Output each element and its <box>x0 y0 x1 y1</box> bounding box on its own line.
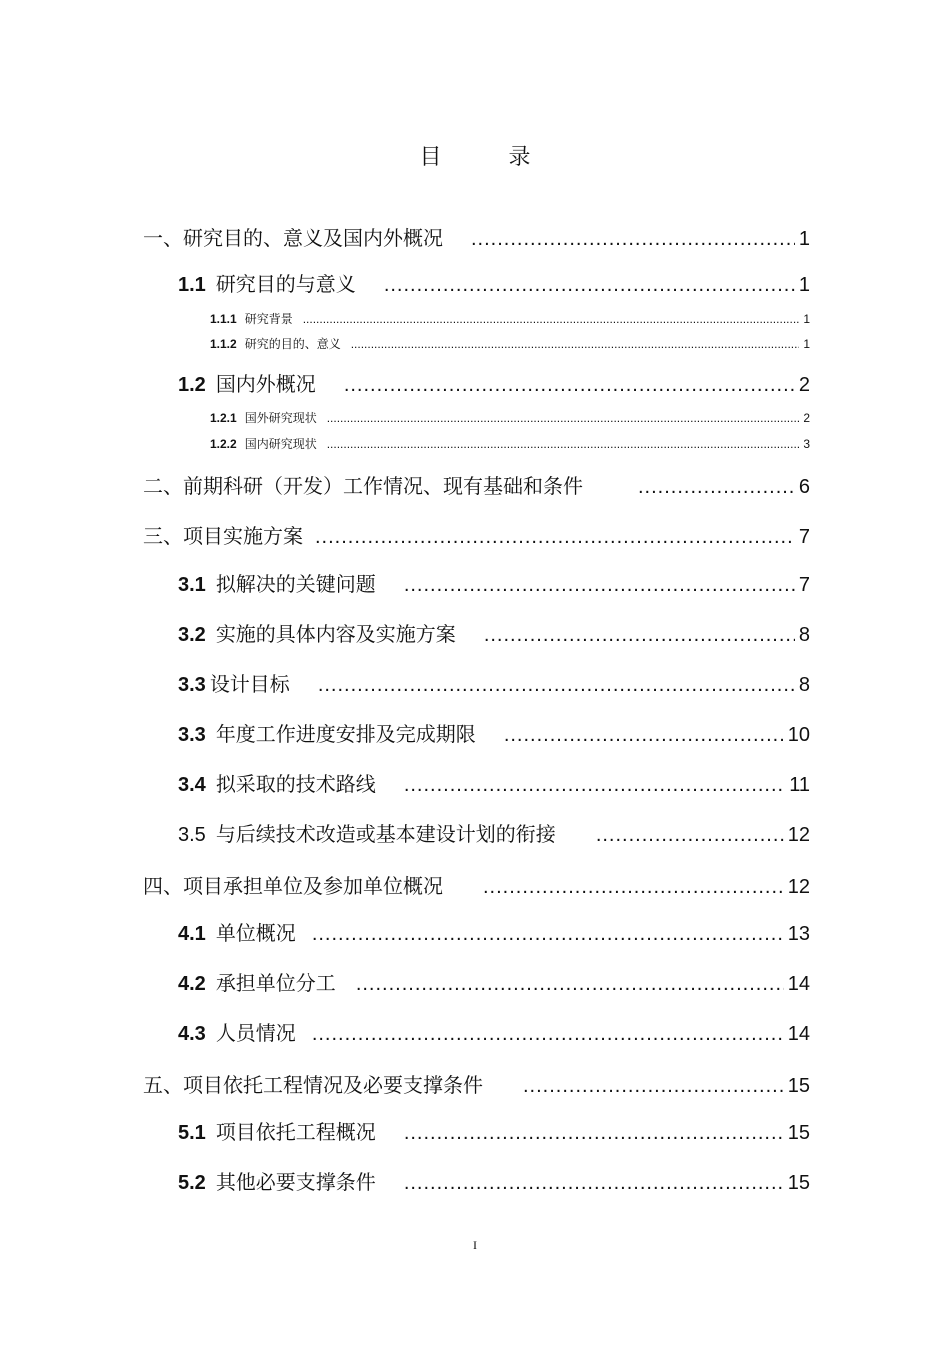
toc-entry-text: 国内研究现状 <box>244 437 317 451</box>
toc-entry-number: 1.1.1 <box>210 312 237 326</box>
toc-entry-text: 项目依托工程概况 <box>215 1120 376 1144</box>
toc-entry-text: 一、研究目的、意义及国内外概况 <box>143 226 443 250</box>
toc-entry-number: 4.3 <box>178 1023 206 1045</box>
toc-entry-number: 3.3 <box>178 674 206 696</box>
toc-entry-number: 1.2 <box>178 374 206 396</box>
toc-entry-number: 5.2 <box>178 1172 206 1194</box>
toc-entry-page: 15 <box>787 1075 810 1097</box>
toc-entry-text: 国内外概况 <box>215 372 316 396</box>
toc-entry-page: 7 <box>798 526 810 548</box>
toc-leader-dots <box>344 374 795 397</box>
toc-entry-text: 拟采取的技术路线 <box>215 772 376 796</box>
toc-leader-dots <box>312 1023 784 1046</box>
toc-entry[interactable] <box>210 409 810 426</box>
toc-entry[interactable] <box>178 568 810 597</box>
toc-leader-dots <box>318 674 795 697</box>
toc-entry-number: 3.4 <box>178 774 206 796</box>
toc-leader-dots <box>384 274 795 297</box>
toc-entry[interactable] <box>178 1017 810 1046</box>
toc-entry-text: 设计目标 <box>209 672 290 696</box>
toc-entry-number: 3.5 <box>178 824 206 846</box>
toc-entry-page: 11 <box>789 774 810 796</box>
toc-leader-dots <box>356 973 784 996</box>
toc-entry-page: 2 <box>803 411 810 425</box>
toc-entry-page: 15 <box>787 1172 810 1194</box>
toc-entry[interactable] <box>178 818 810 847</box>
toc-entry-text: 国外研究现状 <box>244 411 317 425</box>
toc-leader-dots <box>312 923 784 946</box>
toc-leader-dots <box>327 411 800 425</box>
toc-entry-page: 1 <box>803 312 810 326</box>
toc-entry[interactable] <box>143 222 810 251</box>
toc-entry-number: 3.2 <box>178 624 206 646</box>
toc-entry[interactable] <box>210 435 810 452</box>
toc-entry-page: 15 <box>787 1122 810 1144</box>
toc-entry-text: 与后续技术改造或基本建设计划的衔接 <box>215 822 556 846</box>
toc-leader-dots <box>484 624 795 647</box>
toc-leader-dots <box>404 1122 784 1145</box>
toc-entry[interactable] <box>178 268 810 297</box>
toc-entry-page: 1 <box>798 274 810 296</box>
toc-entry-text: 研究目的与意义 <box>215 272 356 296</box>
toc-entry-text: 四、项目承担单位及参加单位概况 <box>143 874 443 898</box>
toc-leader-dots <box>471 228 795 251</box>
toc-entry-page: 2 <box>798 374 810 396</box>
toc-entry[interactable] <box>143 470 810 499</box>
toc-entry-number: 1.1 <box>178 274 206 296</box>
toc-entry[interactable] <box>178 718 810 747</box>
toc-entry[interactable] <box>178 618 810 647</box>
toc-leader-dots <box>504 724 784 747</box>
toc-entry-text: 人员情况 <box>215 1021 296 1045</box>
toc-leader-dots <box>404 574 795 597</box>
page-number: I <box>473 1238 477 1252</box>
toc-title: 目 录 <box>419 145 561 170</box>
toc-leader-dots <box>351 337 800 351</box>
toc-entry-text: 二、前期科研（开发）工作情况、现有基础和条件 <box>143 474 583 498</box>
toc-entry-number: 4.1 <box>178 923 206 945</box>
toc-entry-text: 实施的具体内容及实施方案 <box>215 622 456 646</box>
toc-entry[interactable] <box>178 768 810 797</box>
toc-entry[interactable] <box>178 368 810 397</box>
toc-leader-dots <box>327 437 800 451</box>
toc-entry[interactable] <box>210 335 810 352</box>
toc-entry[interactable] <box>178 1166 810 1195</box>
toc-entry-number: 3.1 <box>178 574 206 596</box>
toc-entry[interactable] <box>178 917 810 946</box>
toc-entry-page: 1 <box>798 228 810 250</box>
toc-entry-text: 承担单位分工 <box>215 971 336 995</box>
toc-entry[interactable] <box>178 967 810 996</box>
toc-entry-text: 三、项目实施方案 <box>143 524 303 548</box>
toc-entry-page: 7 <box>798 574 810 596</box>
toc-leader-dots <box>315 526 795 549</box>
toc-entry[interactable] <box>178 668 810 697</box>
toc-entry-page: 6 <box>798 476 810 498</box>
toc-leader-dots <box>404 774 785 797</box>
toc-entry-page: 10 <box>787 724 810 746</box>
toc-leader-dots <box>303 312 800 326</box>
toc-entry-number: 1.1.2 <box>210 337 237 351</box>
toc-leader-dots <box>404 1172 784 1195</box>
toc-entry-text: 拟解决的关键问题 <box>215 572 376 596</box>
toc-entry-text: 单位概况 <box>215 921 296 945</box>
toc-entry-page: 14 <box>787 1023 810 1045</box>
toc-entry-text: 研究背景 <box>244 312 293 326</box>
toc-entry-text: 其他必要支撑条件 <box>215 1170 376 1194</box>
toc-entry[interactable] <box>210 310 810 327</box>
toc-entry-page: 14 <box>787 973 810 995</box>
toc-entry-page: 8 <box>798 674 810 696</box>
toc-entry-page: 12 <box>787 824 810 846</box>
toc-entry[interactable] <box>178 1116 810 1145</box>
toc-entry-number: 5.1 <box>178 1122 206 1144</box>
toc-leader-dots <box>638 476 795 499</box>
toc-entry[interactable] <box>143 1069 810 1098</box>
toc-entry-page: 1 <box>803 337 810 351</box>
toc-entry-text: 年度工作进度安排及完成期限 <box>215 722 476 746</box>
toc-entry-page: 12 <box>787 876 810 898</box>
toc-entry-text: 五、项目依托工程情况及必要支撑条件 <box>143 1073 483 1097</box>
toc-leader-dots <box>483 876 784 899</box>
toc-entry-number: 3.3 <box>178 724 206 746</box>
toc-entry-number: 4.2 <box>178 973 206 995</box>
toc-entry[interactable] <box>143 520 810 549</box>
toc-entry-page: 13 <box>787 923 810 945</box>
toc-leader-dots <box>596 824 784 847</box>
toc-entry-text: 研究的目的、意义 <box>244 337 341 351</box>
toc-entry-number: 1.2.2 <box>210 437 237 451</box>
toc-entry-number: 1.2.1 <box>210 411 237 425</box>
toc-leader-dots <box>523 1075 784 1098</box>
toc-entry[interactable] <box>143 870 810 899</box>
toc-entry-page: 8 <box>798 624 810 646</box>
toc-entry-page: 3 <box>803 437 810 451</box>
